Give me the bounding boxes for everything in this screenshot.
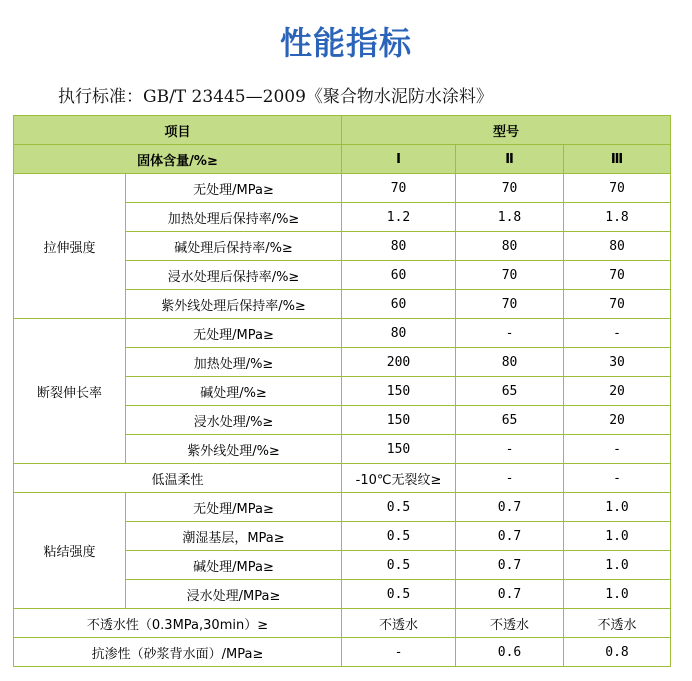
value-type-1: 60 xyxy=(342,261,456,290)
value-type-1: 60 xyxy=(342,290,456,319)
value-type-3: 1.0 xyxy=(564,493,671,522)
row-name: 潮湿基层，MPa≥ xyxy=(126,522,342,551)
row-name: 碱处理/MPa≥ xyxy=(126,551,342,580)
row-name-impermeability: 不透水性（0.3MPa,30min）≥ xyxy=(14,609,342,638)
value-type-3: 1.0 xyxy=(564,522,671,551)
value-type-2: - xyxy=(456,319,564,348)
value-type-2: 1.8 xyxy=(456,203,564,232)
page-title: 性能指标 xyxy=(279,24,412,62)
value-type-2: - xyxy=(456,464,564,493)
value-type-1: 0.5 xyxy=(342,493,456,522)
value-type-1: 70 xyxy=(342,174,456,203)
row-name: 加热处理/%≥ xyxy=(126,348,342,377)
header-solid-content: 固体含量/%≥ xyxy=(14,145,342,174)
value-type-2: 65 xyxy=(456,377,564,406)
header-row xyxy=(14,116,671,145)
row-name: 紫外线处理/%≥ xyxy=(126,435,342,464)
table-row xyxy=(14,638,671,667)
header-type-1: Ⅰ xyxy=(342,145,456,174)
value-type-3: 不透水 xyxy=(564,609,671,638)
value-type-2: 80 xyxy=(456,232,564,261)
table-row xyxy=(14,493,671,522)
value-type-1: 不透水 xyxy=(342,609,456,638)
row-name: 碱处理/%≥ xyxy=(126,377,342,406)
value-type-3: 30 xyxy=(564,348,671,377)
value-type-3: 0.8 xyxy=(564,638,671,667)
group-elongation-label: 断裂伸长率 xyxy=(14,319,126,464)
value-type-1: -10℃无裂纹≥ xyxy=(342,464,456,493)
row-name: 浸水处理/MPa≥ xyxy=(126,580,342,609)
value-type-3: 20 xyxy=(564,406,671,435)
table-row xyxy=(14,609,671,638)
value-type-3: - xyxy=(564,464,671,493)
header-model: 型号 xyxy=(342,116,671,145)
value-type-1: 80 xyxy=(342,319,456,348)
value-type-2: 0.7 xyxy=(456,522,564,551)
value-type-1: - xyxy=(342,638,456,667)
value-type-2: 0.7 xyxy=(456,580,564,609)
standard-line: 执行标准：GB/T 23445—2009《聚合物水泥防水涂料》 xyxy=(58,87,493,107)
row-name: 浸水处理/%≥ xyxy=(126,406,342,435)
group-tensile-label: 拉伸强度 xyxy=(14,174,126,319)
value-type-3: 1.0 xyxy=(564,580,671,609)
value-type-2: 70 xyxy=(456,261,564,290)
header-item: 项目 xyxy=(14,116,342,145)
value-type-1: 150 xyxy=(342,377,456,406)
value-type-1: 0.5 xyxy=(342,551,456,580)
row-name-seepage: 抗渗性（砂浆背水面）/MPa≥ xyxy=(14,638,342,667)
row-name: 无处理/MPa≥ xyxy=(126,493,342,522)
value-type-1: 0.5 xyxy=(342,580,456,609)
group-bond-label: 粘结强度 xyxy=(14,493,126,609)
header-type-2: Ⅱ xyxy=(456,145,564,174)
value-type-1: 1.2 xyxy=(342,203,456,232)
value-type-3: 70 xyxy=(564,290,671,319)
value-type-1: 150 xyxy=(342,406,456,435)
row-name: 无处理/MPa≥ xyxy=(126,319,342,348)
value-type-2: 0.7 xyxy=(456,551,564,580)
row-name: 无处理/MPa≥ xyxy=(126,174,342,203)
value-type-1: 80 xyxy=(342,232,456,261)
table-row xyxy=(14,174,671,203)
value-type-1: 0.5 xyxy=(342,522,456,551)
value-type-3: 1.8 xyxy=(564,203,671,232)
value-type-3: 70 xyxy=(564,174,671,203)
value-type-2: 80 xyxy=(456,348,564,377)
row-name-lowtemp: 低温柔性 xyxy=(14,464,342,493)
value-type-3: 20 xyxy=(564,377,671,406)
value-type-3: 1.0 xyxy=(564,551,671,580)
value-type-3: - xyxy=(564,319,671,348)
value-type-2: 70 xyxy=(456,290,564,319)
value-type-3: - xyxy=(564,435,671,464)
value-type-3: 80 xyxy=(564,232,671,261)
value-type-1: 150 xyxy=(342,435,456,464)
value-type-2: 0.6 xyxy=(456,638,564,667)
value-type-2: 65 xyxy=(456,406,564,435)
value-type-1: 200 xyxy=(342,348,456,377)
value-type-2: 0.7 xyxy=(456,493,564,522)
header-row-2 xyxy=(14,145,671,174)
row-name: 碱处理后保持率/%≥ xyxy=(126,232,342,261)
header-type-3: Ⅲ xyxy=(564,145,671,174)
performance-table xyxy=(13,115,671,667)
value-type-2: 不透水 xyxy=(456,609,564,638)
value-type-3: 70 xyxy=(564,261,671,290)
table-row xyxy=(14,464,671,493)
row-name: 浸水处理后保持率/%≥ xyxy=(126,261,342,290)
row-name: 加热处理后保持率/%≥ xyxy=(126,203,342,232)
table-row xyxy=(14,319,671,348)
value-type-2: - xyxy=(456,435,564,464)
value-type-2: 70 xyxy=(456,174,564,203)
row-name: 紫外线处理后保持率/%≥ xyxy=(126,290,342,319)
